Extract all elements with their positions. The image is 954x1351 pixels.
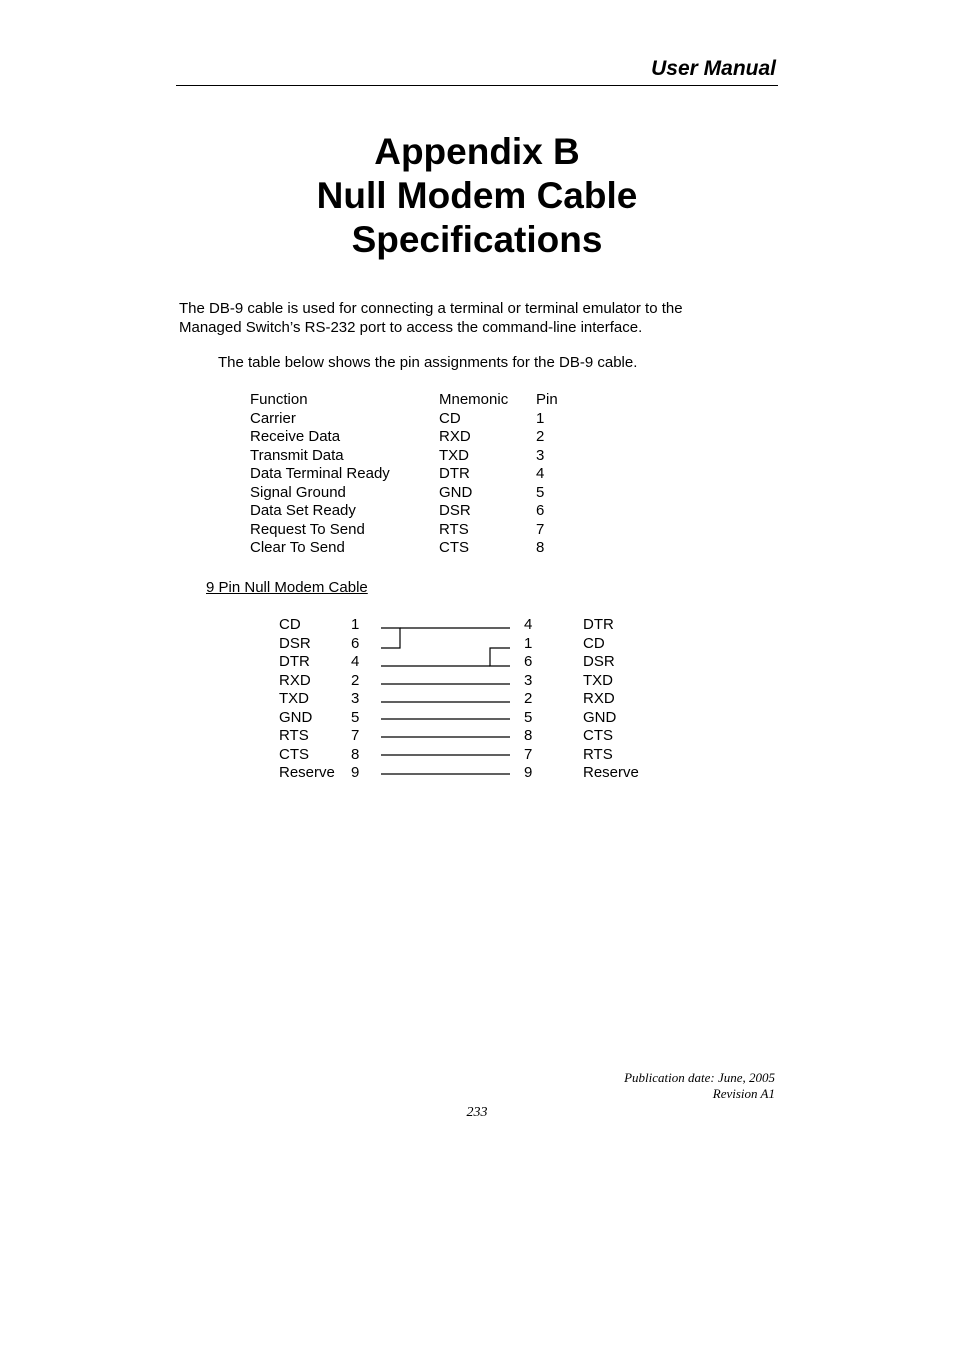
right-pin: 8 xyxy=(524,727,533,744)
pin-cell: 3 xyxy=(536,446,545,464)
mnemonic-cell: GND xyxy=(439,483,473,501)
right-pin: 6 xyxy=(524,653,533,670)
left-pin: 5 xyxy=(351,708,360,726)
left-pin: 9 xyxy=(351,764,360,781)
right-pin: 3 xyxy=(524,671,533,689)
pin-cell: 7 xyxy=(536,520,545,538)
page-title xyxy=(0,130,954,262)
wire-cd-dsr-bridge-right xyxy=(490,648,510,666)
column-header-pin: Pin xyxy=(536,391,558,408)
mnemonic-cell: DTR xyxy=(439,465,470,482)
right-signal: DTR xyxy=(583,616,614,633)
pin-cell: 2 xyxy=(536,428,545,445)
function-cell: Data Terminal Ready xyxy=(250,465,390,482)
left-pin: 3 xyxy=(351,690,360,707)
mnemonic-cell: TXD xyxy=(439,446,469,464)
left-signal: RXD xyxy=(279,671,311,689)
right-signal: GND xyxy=(583,708,617,726)
pin-cell: 8 xyxy=(536,539,545,556)
page-number: 233 xyxy=(466,1105,488,1120)
left-signal: Reserve xyxy=(279,764,335,781)
mnemonic-cell: CTS xyxy=(439,539,469,556)
cable-wiring-diagram xyxy=(376,616,516,786)
left-signal: GND xyxy=(279,708,313,726)
right-signal: RXD xyxy=(583,690,615,707)
right-pin: 5 xyxy=(524,708,533,726)
header-divider xyxy=(176,85,778,86)
left-pin: 2 xyxy=(351,671,360,689)
title-line-3: Specifications xyxy=(351,219,603,260)
left-signal: TXD xyxy=(279,690,309,707)
function-cell: Clear To Send xyxy=(250,539,345,556)
right-signal: DSR xyxy=(583,653,615,670)
function-cell: Data Set Ready xyxy=(250,502,356,519)
title-line-1: Appendix B xyxy=(374,131,580,172)
left-pin: 8 xyxy=(351,745,360,763)
function-cell: Transmit Data xyxy=(250,446,344,464)
cable-diagram-title: 9 Pin Null Modem Cable xyxy=(206,579,368,596)
left-signal: CD xyxy=(279,616,301,633)
title-line-2: Null Modem Cable xyxy=(316,175,638,216)
pin-cell: 6 xyxy=(536,502,545,519)
wire-cd-dsr-bridge xyxy=(381,628,400,648)
right-signal: CD xyxy=(583,634,605,652)
right-signal: TXD xyxy=(583,671,613,689)
left-signal: CTS xyxy=(279,745,309,763)
function-cell: Carrier xyxy=(250,409,296,427)
mnemonic-cell: RTS xyxy=(439,520,469,538)
intro-line-2: Managed Switch’s RS-232 port to access the command-line interface. xyxy=(179,319,643,336)
right-pin: 4 xyxy=(524,616,533,633)
publication-date: Publication date: June, 2005 xyxy=(624,1070,775,1085)
function-cell: Receive Data xyxy=(250,428,341,445)
intro-paragraph xyxy=(179,299,683,337)
header-title: User Manual xyxy=(651,57,776,80)
mnemonic-cell: CD xyxy=(439,409,461,427)
column-header-function: Function xyxy=(250,391,308,408)
right-pin: 1 xyxy=(524,634,533,652)
left-signal: RTS xyxy=(279,727,309,744)
pin-cell: 1 xyxy=(536,409,545,427)
left-signal: DTR xyxy=(279,653,310,670)
function-cell: Signal Ground xyxy=(250,483,346,501)
right-signal: CTS xyxy=(583,727,613,744)
table-intro: The table below shows the pin assignments for the DB-9 cable. xyxy=(218,354,638,371)
function-cell: Request To Send xyxy=(250,520,365,538)
column-header-mnemonic: Mnemonic xyxy=(439,391,509,408)
right-pin: 2 xyxy=(524,690,533,707)
left-pin: 1 xyxy=(351,616,360,633)
right-pin: 9 xyxy=(524,764,533,781)
right-pin: 7 xyxy=(524,745,533,763)
right-signal: RTS xyxy=(583,745,613,763)
left-pin: 4 xyxy=(351,653,360,670)
left-signal: DSR xyxy=(279,634,311,652)
left-pin: 7 xyxy=(351,727,360,744)
mnemonic-cell: DSR xyxy=(439,502,471,519)
pin-cell: 4 xyxy=(536,465,545,482)
mnemonic-cell: RXD xyxy=(439,428,471,445)
intro-line-1: The DB-9 cable is used for connecting a terminal or terminal emulator to the xyxy=(179,300,683,317)
right-signal: Reserve xyxy=(583,764,639,781)
pin-cell: 5 xyxy=(536,483,545,501)
footer xyxy=(624,1070,775,1102)
revision: Revision A1 xyxy=(712,1086,775,1101)
left-pin: 6 xyxy=(351,634,360,652)
